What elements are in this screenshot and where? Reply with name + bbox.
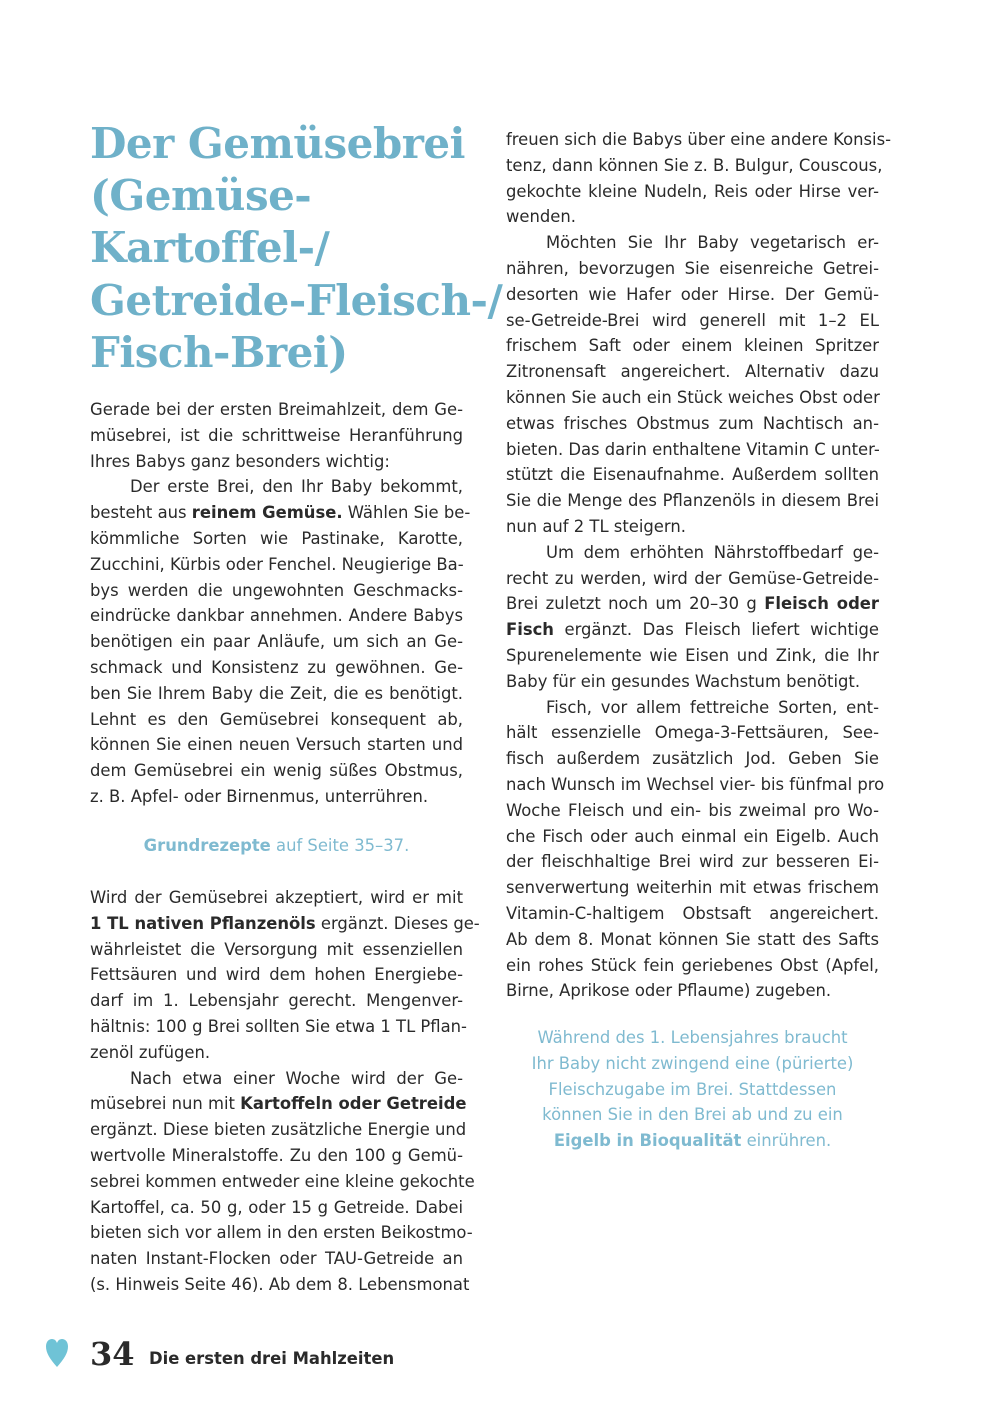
text-line: können Sie einen neuen Versuch starten und [90,735,463,755]
text-line: benötigen ein paar Anläufe, um sich an Ge- [90,632,463,652]
text-line: der fleischhaltige Brei wird zur besseren Ei- [506,852,879,872]
text-line: Baby für ein gesundes Wachstum benötigt. [506,671,861,691]
text-line [90,500,471,526]
text-line: kömmliche Sorten wie Pastinake, Karotte, [90,529,463,548]
page-title-line: (Gemüse- [90,171,312,221]
text-line [90,911,480,937]
text-line: nun auf 2 TL steigern. [506,517,686,536]
text-line: Ab dem 8. Monat können Sie statt des Safts [506,929,879,949]
recipe-reference-bold: Grundrezepte [143,836,271,855]
text-line: Spurenelemente wie Eisen und Zink, die Ihr [506,646,879,665]
text-line: währleistet die Versorgung mit essenziellen [90,939,463,959]
text-line: frischem Saft oder einem kleinen Spritzer [506,336,879,356]
text-line: Um dem erhöhten Nährstoffbedarf ge- [546,542,879,562]
text-line: eindrücke dankbar annehmen. Andere Babys [90,606,463,626]
text-line: Gerade bei der ersten Breimahlzeit, dem Ge- [90,400,463,419]
tip-line: Während des 1. Lebensjahres braucht [537,1028,848,1047]
page-title-line: Kartoffel-/ [90,223,330,273]
text-segment: Brei zuletzt noch um 20–30 g [506,594,765,614]
text-line: bieten. Das darin enthaltene Vitamin C unter- [506,439,880,459]
text-line: Zucchini, Kürbis oder Fenchel. Neugierige Ba- [90,554,464,574]
text-line: wertvolle Mineralstoffe. Zu den 100 g Gemü- [90,1146,463,1165]
text-line: etwas frisches Obstmus zum Nachtisch an- [506,413,879,433]
text-line: Birne, Aprikose oder Pflaume) zugeben. [506,981,832,1001]
tip-line [506,1128,879,1154]
text-line: Wird der Gemüsebrei akzeptiert, wird er mit [90,888,463,907]
text-line: Lehnt es den Gemüsebrei konsequent ab, [90,709,463,729]
text-line: Vitamin-C-haltigem Obstsaft angereichert. [506,904,879,923]
text-line: tenz, dann können Sie z. B. Bulgur, Couscous, [506,155,883,175]
text-line: dem Gemüsebrei ein wenig süßes Obstmus, [90,761,463,781]
text-line: Zitronensaft angereichert. Alternativ dazu [506,362,879,382]
text-line: wenden. [506,207,576,227]
text-line: che Fisch oder auch einmal ein Eigelb. Auch [506,826,879,846]
text-line: (s. Hinweis Seite 46). Ab dem 8. Lebensmonat [90,1275,470,1294]
text-line: desorten wie Hafer oder Hirse. Der Gemü- [506,284,879,304]
bold-text: Fleisch oder [764,594,879,614]
tip-line: können Sie in den Brei ab und zu ein [542,1105,843,1125]
text-line: Der erste Brei, den Ihr Baby bekommt, [130,477,463,497]
bold-text: reinem Gemüse. [191,503,343,523]
text-line: Kartoffel, ca. 50 g, oder 15 g Getreide. Dabei [90,1197,463,1217]
recipe-reference-rest: auf Seite 35–37. [270,836,410,855]
text-line: zenöl zufügen. [90,1042,211,1062]
page-title-line: Fisch-Brei) [90,327,348,377]
text-line: ergänzt. Diese bieten zusätzliche Energie und [90,1120,467,1140]
page-title-line: Getreide-Fleisch-/ [90,275,503,325]
text-segment: ergänzt. Dieses ge- [315,913,480,933]
text-segment: einrühren. [741,1131,832,1151]
text-line: Ihres Babys ganz besonders wichtig: [90,451,390,471]
text-line: bys werden die ungewohnten Geschmacks- [90,580,463,600]
bold-text: Kartoffeln oder Getreide [240,1094,467,1114]
text-line: darf im 1. Lebensjahr gerecht. Mengenver- [90,991,463,1011]
text-segment: Wählen Sie be- [342,503,471,523]
text-line [506,617,879,643]
text-line: recht zu werden, wird der Gemüse-Getreide- [506,568,879,588]
text-line: sebrei kommen entweder eine kleine gekochte [90,1171,475,1191]
text-line: Möchten Sie Ihr Baby vegetarisch er- [546,233,879,253]
text-line [506,591,879,617]
bold-text: Fisch [506,620,554,640]
page-title-line: Der Gemüsebrei [90,119,465,168]
text-line: stützt die Eisenaufnahme. Außerdem sollten [506,465,879,485]
text-segment: müsebrei nun mit [90,1094,241,1114]
heart-icon [46,1338,68,1368]
text-line: z. B. Apfel- oder Birnenmus, unterrühren. [90,787,429,806]
text-line: schmack und Konsistenz zu gewöhnen. Ge- [90,658,463,677]
text-line: Fettsäuren und wird dem hohen Energiebe- [90,965,463,985]
bold-text: Eigelb in Bioqualität [553,1131,742,1151]
text-line: können Sie auch ein Stück weiches Obst oder [506,388,880,407]
tip-line: Fleischzugabe im Brei. Stattdessen [548,1079,837,1099]
text-line: ben Sie Ihrem Baby die Zeit, die es benötigt. [90,683,463,703]
recipe-reference [90,833,463,859]
text-line: bieten sich vor allem in den ersten Beikostmo- [90,1223,473,1243]
tip-line: Ihr Baby nicht zwingend eine (pürierte) [531,1053,854,1073]
text-line: gekochte kleine Nudeln, Reis oder Hirse ver- [506,181,879,201]
text-line: Fisch, vor allem fettreiche Sorten, ent- [546,697,879,717]
text-line: nach Wunsch im Wechsel vier- bis fünfmal pro [506,775,885,794]
text-line: ein rohes Stück fein geriebenes Obst (Apfel, [506,955,879,975]
text-line: freuen sich die Babys über eine andere Konsis- [506,130,892,149]
text-line: müsebrei, ist die schrittweise Heranführung [90,425,463,445]
chapter-title: Die ersten drei Mahlzeiten [149,1349,395,1368]
text-segment: besteht aus [90,503,192,523]
text-line: senverwertung weiterhin mit etwas frischem [506,878,879,898]
page-number: 34 [90,1335,135,1373]
text-line: Woche Fleisch und ein- bis zweimal pro Wo- [506,800,879,820]
text-line: hält essenzielle Omega-3-Fettsäuren, See- [506,723,879,743]
text-line: fisch außerdem zusätzlich Jod. Geben Sie [506,749,879,769]
text-line: naten Instant-Flocken oder TAU-Getreide an [90,1249,463,1269]
text-line: se-Getreide-Brei wird generell mit 1–2 EL [506,310,879,330]
text-segment: ergänzt. Das Fleisch liefert wichtige [553,620,879,640]
text-line: Nach etwa einer Woche wird der Ge- [130,1068,463,1088]
text-line: nähren, bevorzugen Sie eisenreiche Getrei- [506,259,879,278]
text-line: hältnis: 100 g Brei sollten Sie etwa 1 TL Pflan- [90,1017,467,1036]
page-title [90,118,503,379]
text-line [90,1091,467,1117]
text-line: Sie die Menge des Pflanzenöls in diesem Brei [506,491,879,511]
bold-text: 1 TL nativen Pflanzenöls [90,913,316,933]
